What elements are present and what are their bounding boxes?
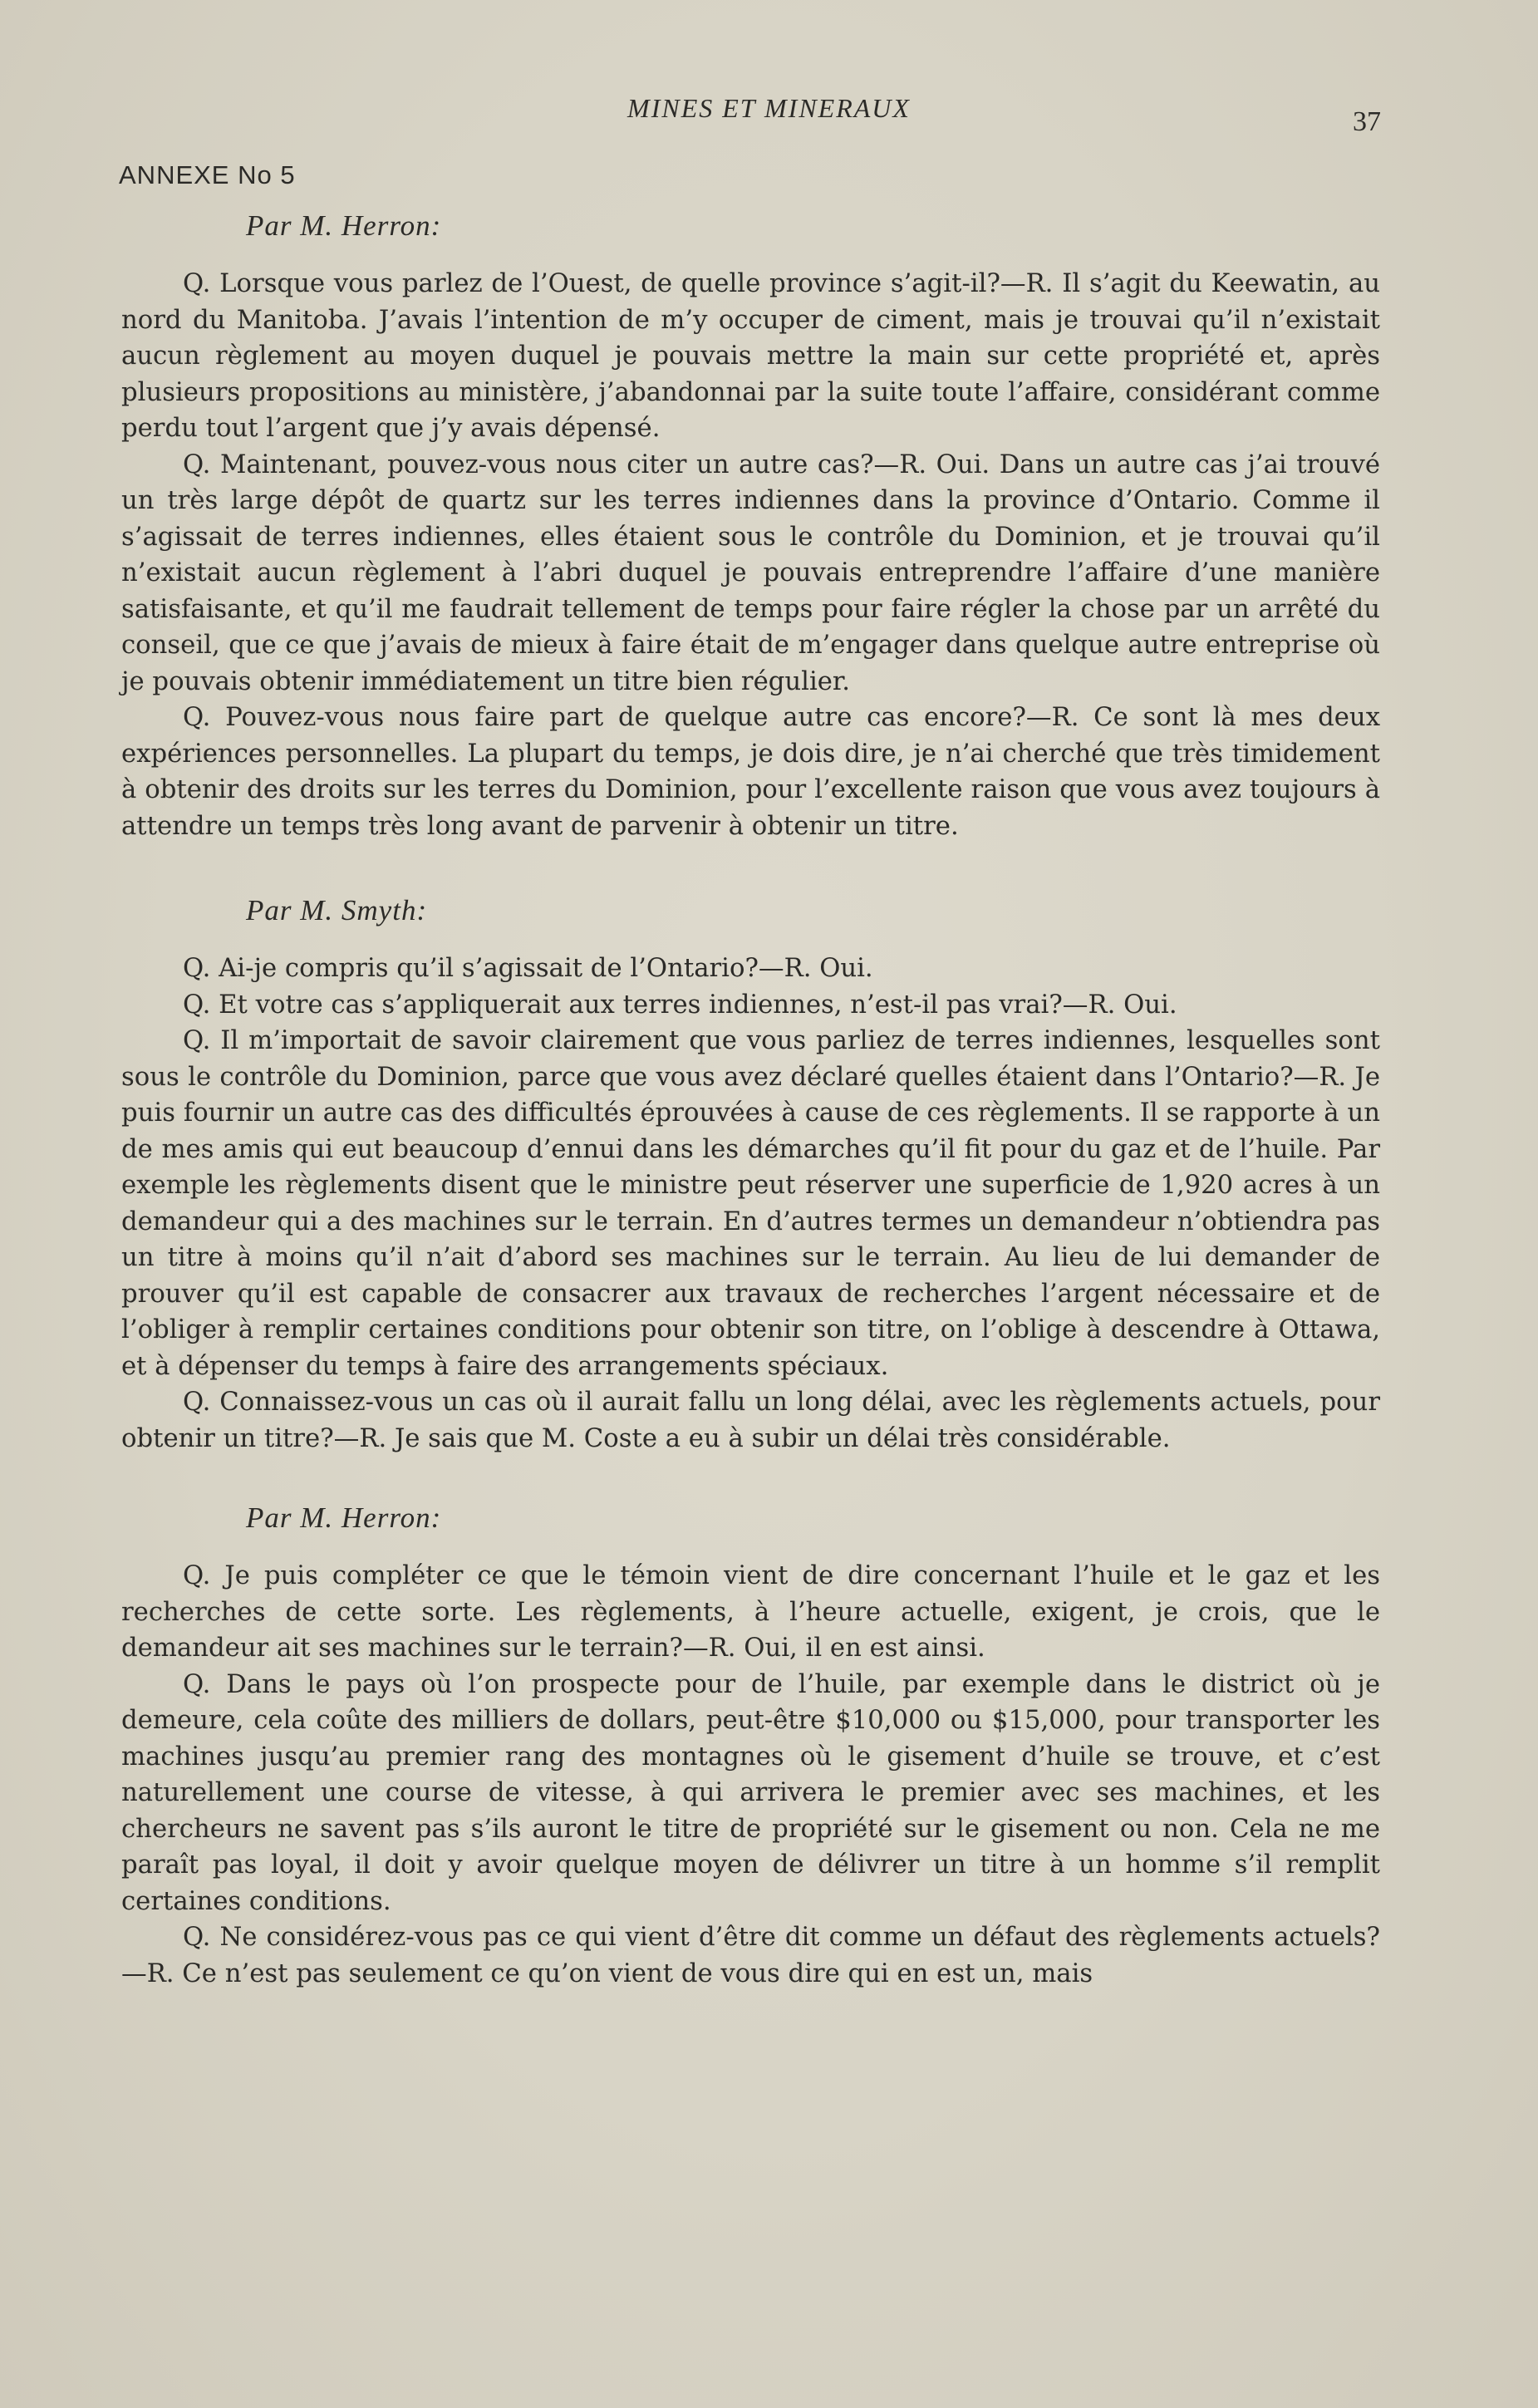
running-title: MINES ET MINERAUX (627, 93, 911, 123)
page-number: 37 (1353, 106, 1381, 137)
paragraph: Q. Ne considérez-vous pas ce qui vient d’être dit comme un défaut des règlements actuels?—R. Ce n’est pas seulement ce qu’on vient de vous dire qui en est un, mais (121, 1923, 1380, 1988)
paragraph: Q. Maintenant, pouvez-vous nous citer un autre cas?—R. Oui. Dans un autre cas j’ai trouvé un très large dépôt de quartz sur les terres indiennes dans la province d’Ontario. Comme il s’agissait de terres indiennes, elles étaient sous le contrôle du Dominion, et je trouvai qu’il n’existait aucun règlement à l’abri duquel je pouvais entreprendre l’affaire d’une manière satisfaisante, et qu’il me faudrait tellement de temps pour faire régler la chose par un arrêté du conseil, que ce que j’avais de mieux à faire était de m’engager dans quelque autre entreprise où je pouvais obtenir immédiatement un titre bien régulier. (121, 450, 1380, 696)
speaker-heading: Par M. Herron: (246, 209, 442, 242)
paragraph: Q. Lorsque vous parlez de l’Ouest, de quelle province s’agit-il?—R. Il s’agit du Keewatin, au nord du Manitoba. J’avais l’intention de m’y occuper de ciment, mais je trouvai qu’il n’existait aucun règlement au moyen duquel je pouvais mettre la main sur cette propriété et, après plusieurs propositions au ministère, j’abandonnai par la suite toute l’affaire, considérant comme perdu tout l’argent que j’y avais dépensé. (121, 269, 1380, 443)
paragraph: Q. Ai-je compris qu’il s’agissait de l’Ontario?—R. Oui. (183, 954, 873, 983)
paragraph: Q. Connaissez-vous un cas où il aurait fallu un long délai, avec les règlements actuels, pour obtenir un titre?—R. Je sais que M. Coste a eu à subir un délai très considérable. (121, 1388, 1380, 1453)
speaker-heading: Par M. Herron: (246, 1501, 442, 1534)
annex-label: ANNEXE No 5 (119, 160, 296, 189)
paragraph: Q. Il m’importait de savoir clairement que vous parliez de terres indiennes, lesquelles sont sous le contrôle du Dominion, parce que vous avez déclaré quelles étaient dans l’Ontario?—R. Je puis fournir un autre cas des difficultés éprouvées à cause de ces règlements. Il se rapporte à un de mes amis qui eut beaucoup d’ennui dans les démarches qu’il fit pour du gaz et de l’huile. Par exemple les règlements disent que le ministre peut réserver une superficie de 1,920 acres à un demandeur qui a des machines sur le terrain. En d’autres termes un demandeur n’obtiendra pas un titre à moins qu’il n’ait d’abord ses machines sur le terrain. Au lieu de lui demander de prouver qu’il est capable de consacrer aux travaux de recherches l’argent nécessaire et de l’obliger à remplir certaines conditions pour obtenir son titre, on l’oblige à descendre à Ottawa, et à dépenser du temps à faire des arrangements spéciaux. (121, 1026, 1380, 1381)
paragraph: Q. Dans le pays où l’on prospecte pour de l’huile, par exemple dans le district où je demeure, cela coûte des milliers de dollars, peut-être $10,000 ou $15,000, pour transporter les machines jusqu’au premier rang des montagnes où le gisement d’huile se trouve, et c’est naturellement une course de vitesse, à qui arrivera le premier avec ses machines, et les chercheurs ne savent pas s’ils auront le titre de propriété sur le gisement ou non. Cela ne me paraît pas loyal, il doit y avoir quelque moyen de délivrer un titre à un homme s’il remplit certaines conditions. (121, 1669, 1380, 1916)
body-text (121, 193, 1380, 1992)
paragraph: Q. Je puis compléter ce que le témoin vient de dire concernant l’huile et le gaz et les recherches de cette sorte. Les règlements, à l’heure actuelle, exigent, je crois, que le demandeur ait ses machines sur le terrain?—R. Oui, il en est ainsi. (121, 1561, 1380, 1663)
paragraph: Q. Pouvez-vous nous faire part de quelque autre cas encore?—R. Ce sont là mes deux expériences personnelles. La plupart du temps, je dois dire, je n’ai cherché que très timidement à obtenir des droits sur les terres du Dominion, pour l’excellente raison que vous avez toujours à attendre un temps très long avant de parvenir à obtenir un titre. (121, 703, 1380, 841)
paragraph: Q. Et votre cas s’appliquerait aux terres indiennes, n’est-il pas vrai?—R. Oui. (183, 990, 1177, 1020)
speaker-heading: Par M. Smyth: (246, 894, 428, 926)
